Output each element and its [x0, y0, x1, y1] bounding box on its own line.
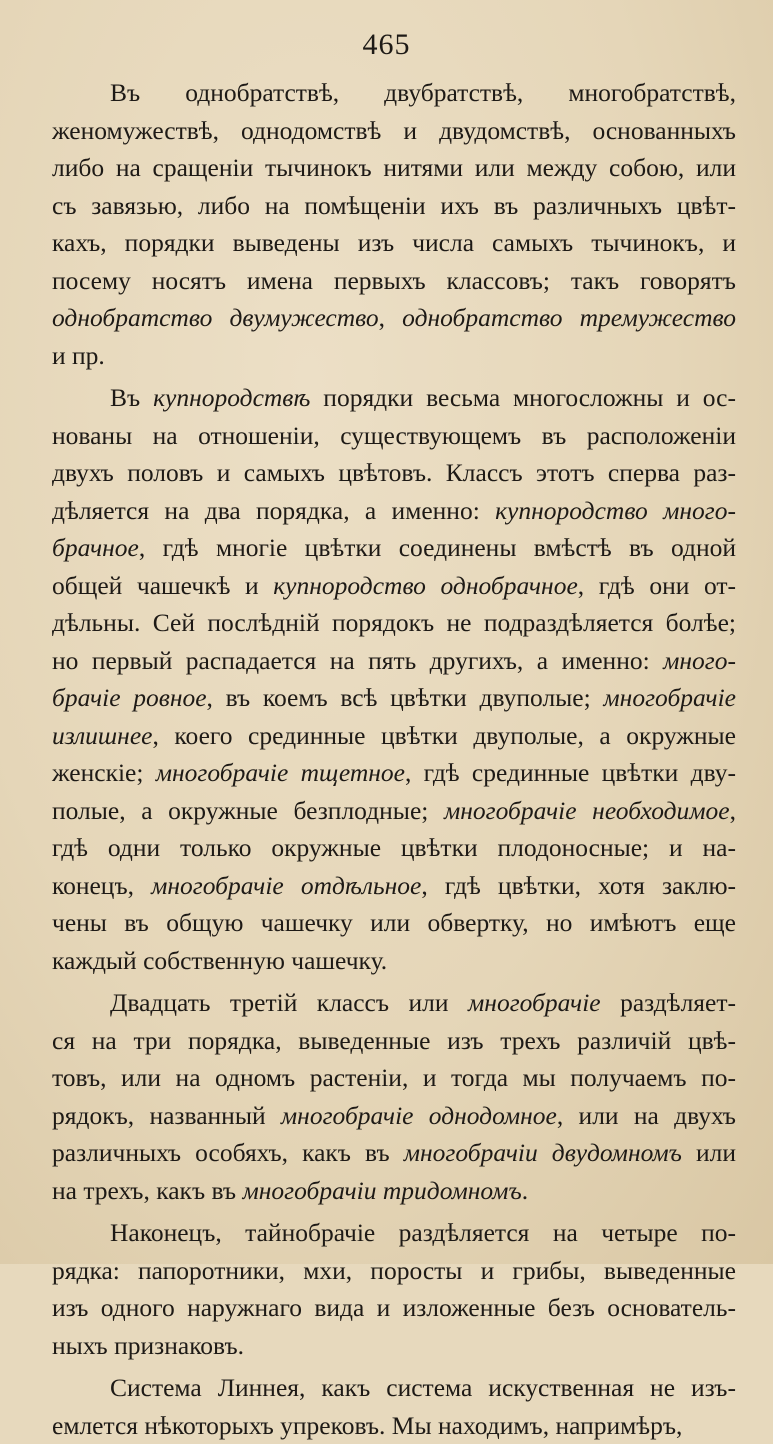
text-run: посему носятъ имена первыхъ классовъ; такъ говорятъ — [52, 266, 736, 295]
text-run: Система Линнея, какъ система искуственная не изъ- — [110, 1373, 736, 1402]
text-line — [52, 1407, 736, 1444]
text-run: кахъ, порядки выведены изъ числа самыхъ тычинокъ, и — [52, 228, 736, 257]
text-run: конецъ, — [52, 871, 151, 900]
text-line — [52, 1289, 736, 1327]
text-line — [52, 942, 736, 980]
text-line — [52, 754, 736, 792]
text-run: и пр. — [52, 341, 105, 370]
italic-term: многобрачіи тридомномъ — [242, 1176, 521, 1205]
text-line — [52, 454, 736, 492]
page-number: 465 — [0, 28, 773, 62]
text-line — [52, 1097, 736, 1135]
italic-term: брачіе ровное — [52, 683, 207, 712]
text-run: , или на двухъ — [557, 1101, 736, 1130]
paragraph — [52, 379, 736, 979]
text-line — [52, 224, 736, 262]
text-line — [52, 379, 736, 417]
text-run: , — [730, 796, 736, 825]
italic-term: многобрачіе тщетное — [156, 758, 405, 787]
text-run: гдѣ одни только окружные цвѣтки плодоносные; и на- — [52, 833, 736, 862]
text-line — [52, 529, 736, 567]
text-line — [52, 984, 736, 1022]
text-line — [52, 417, 736, 455]
text-run: каждый собственную чашечку. — [52, 946, 387, 975]
italic-term: брачное — [52, 533, 139, 562]
text-line — [52, 1022, 736, 1060]
text-run: женомужествѣ, однодомствѣ и двудомствѣ, основанныхъ — [52, 116, 736, 145]
text-run: различныхъ особяхъ, какъ въ — [52, 1138, 404, 1167]
text-run: раздѣляет- — [601, 988, 736, 1017]
text-run: или — [682, 1138, 736, 1167]
text-run: двухъ половъ и самыхъ цвѣтовъ. Классъ этотъ сперва раз- — [52, 458, 736, 487]
text-line — [52, 1369, 736, 1407]
italic-term: много- — [663, 646, 736, 675]
text-line — [52, 337, 736, 375]
text-run: , гдѣ срединные цвѣтки дву- — [405, 758, 736, 787]
italic-term: купнородство много- — [495, 496, 736, 525]
text-run: ныхъ признаковъ. — [52, 1331, 244, 1360]
text-run: женскіе; — [52, 758, 156, 787]
page-body-text — [52, 74, 736, 1444]
text-run: , гдѣ многіе цвѣтки соединены вмѣстѣ въ одной — [139, 533, 736, 562]
italic-term: многобрачіе — [468, 988, 601, 1017]
text-run: на трехъ, какъ въ — [52, 1176, 242, 1205]
text-run: Двадцать третій классъ или — [110, 988, 468, 1017]
italic-term: многобрачіе однодомное — [281, 1101, 557, 1130]
text-run: . — [522, 1176, 528, 1205]
text-run: нованы на отношеніи, существующемъ въ расположеніи — [52, 421, 736, 450]
italic-term: купнородствѣ — [153, 383, 310, 412]
text-run: изъ одного наружнаго вида и изложенные безъ основатель- — [52, 1293, 736, 1322]
text-run: съ завязью, либо на помѣщеніи ихъ въ различныхъ цвѣт- — [52, 191, 736, 220]
text-line — [52, 1214, 736, 1252]
text-run: Наконецъ, тайнобрачіе раздѣляется на четыре по- — [110, 1218, 736, 1247]
text-line — [52, 1172, 736, 1210]
text-line — [52, 149, 736, 187]
text-line — [52, 679, 736, 717]
paragraph — [52, 1369, 736, 1444]
text-line — [52, 262, 736, 300]
text-line — [52, 642, 736, 680]
text-line — [52, 112, 736, 150]
text-run: , — [379, 303, 403, 332]
text-line — [52, 492, 736, 530]
text-line — [52, 904, 736, 942]
text-line — [52, 567, 736, 605]
text-line — [52, 187, 736, 225]
text-line — [52, 829, 736, 867]
italic-term: излишнее — [52, 721, 152, 750]
text-line — [52, 717, 736, 755]
text-run: полые, а окружные безплодные; — [52, 796, 444, 825]
paragraph — [52, 1214, 736, 1364]
text-run: общей чашечкѣ и — [52, 571, 273, 600]
italic-term: многобрачіе отдѣльное — [151, 871, 421, 900]
text-line — [52, 1327, 736, 1365]
italic-term: многобрачіе необходимое — [444, 796, 730, 825]
text-run: порядки весьма многосложны и ос- — [310, 383, 736, 412]
text-run: но первый распадается на пять другихъ, а именно: — [52, 646, 663, 675]
italic-term: однобратство тремужество — [402, 303, 736, 332]
italic-term: однобратство двумужество — [52, 303, 379, 332]
paragraph — [52, 984, 736, 1209]
text-run: Въ однобратствѣ, двубратствѣ, многобратствѣ, — [110, 78, 736, 107]
text-run: , гдѣ цвѣтки, хотя заклю- — [421, 871, 736, 900]
text-line — [52, 299, 736, 337]
text-run: рядокъ, названный — [52, 1101, 281, 1130]
text-run: рядка: папоротники, мхи, поросты и грибы, выведенные — [52, 1256, 736, 1285]
italic-term: купнородство однобрачное — [273, 571, 578, 600]
text-run: либо на сращеніи тычинокъ нитями или между собою, или — [52, 153, 736, 182]
italic-term: многобрачіе — [603, 683, 736, 712]
text-run: дѣляется на два порядка, а именно: — [52, 496, 495, 525]
text-line — [52, 1059, 736, 1097]
text-line — [52, 74, 736, 112]
paragraph — [52, 74, 736, 374]
italic-term: многобрачіи двудомномъ — [404, 1138, 682, 1167]
text-line — [52, 867, 736, 905]
text-run: , въ коемъ всѣ цвѣтки двуполые; — [207, 683, 604, 712]
text-run: ся на три порядка, выведенные изъ трехъ различій цвѣ- — [52, 1026, 736, 1055]
text-run: товъ, или на одномъ растеніи, и тогда мы получаемъ по- — [52, 1063, 736, 1092]
text-run: , коего срединные цвѣтки двуполые, а окружные — [152, 721, 736, 750]
text-line — [52, 792, 736, 830]
text-run: емлется нѣкоторыхъ упрековъ. Мы находимъ, напримѣръ, — [52, 1411, 682, 1440]
text-run: чены въ общую чашечку или обвертку, но имѣютъ еще — [52, 908, 736, 937]
text-line — [52, 1134, 736, 1172]
text-run: , гдѣ они от- — [578, 571, 736, 600]
text-run: дѣльны. Сей послѣдній порядокъ не подраздѣляется болѣе; — [52, 608, 736, 637]
text-line — [52, 1252, 736, 1290]
text-line — [52, 604, 736, 642]
text-run: Въ — [110, 383, 153, 412]
